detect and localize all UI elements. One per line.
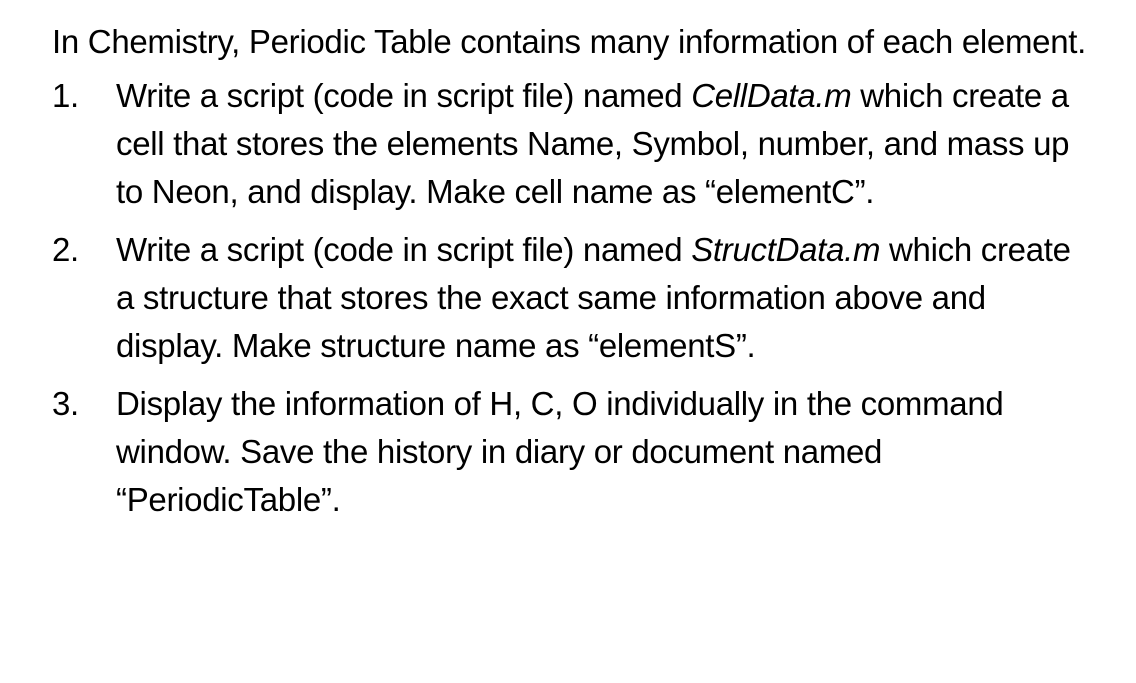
script-filename: StructData.m xyxy=(691,231,881,268)
task-text xyxy=(116,380,1091,524)
task-text-after: which create a structure that stores the exact same information above and display. Make structure name as “elementS”. xyxy=(116,231,1071,364)
intro-paragraph: In Chemistry, Periodic Table contains many information of each element. xyxy=(52,23,1086,60)
task-text-after: which create a cell that stores the elements Name, Symbol, number, and mass up to Neon, and display. Make cell name as “elementC”. xyxy=(116,77,1070,210)
script-filename: CellData.m xyxy=(691,77,852,114)
task-number: 2. xyxy=(52,231,79,268)
task-text xyxy=(116,72,1091,216)
task-number: 1. xyxy=(52,77,79,114)
task-item-2 xyxy=(52,226,1112,370)
task-item-1 xyxy=(52,72,1112,216)
task-number: 3. xyxy=(52,385,79,422)
task-text-before: Write a script (code in script file) named xyxy=(116,231,692,268)
task-item-3 xyxy=(52,380,1112,524)
task-text-before: Display the information of H, C, O individually in the command window. Save the history in diary or document named “PeriodicTable”. xyxy=(116,385,1004,518)
task-list xyxy=(52,72,1112,524)
task-text xyxy=(116,226,1091,370)
task-text-before: Write a script (code in script file) named xyxy=(116,77,692,114)
document-page xyxy=(52,18,1112,524)
